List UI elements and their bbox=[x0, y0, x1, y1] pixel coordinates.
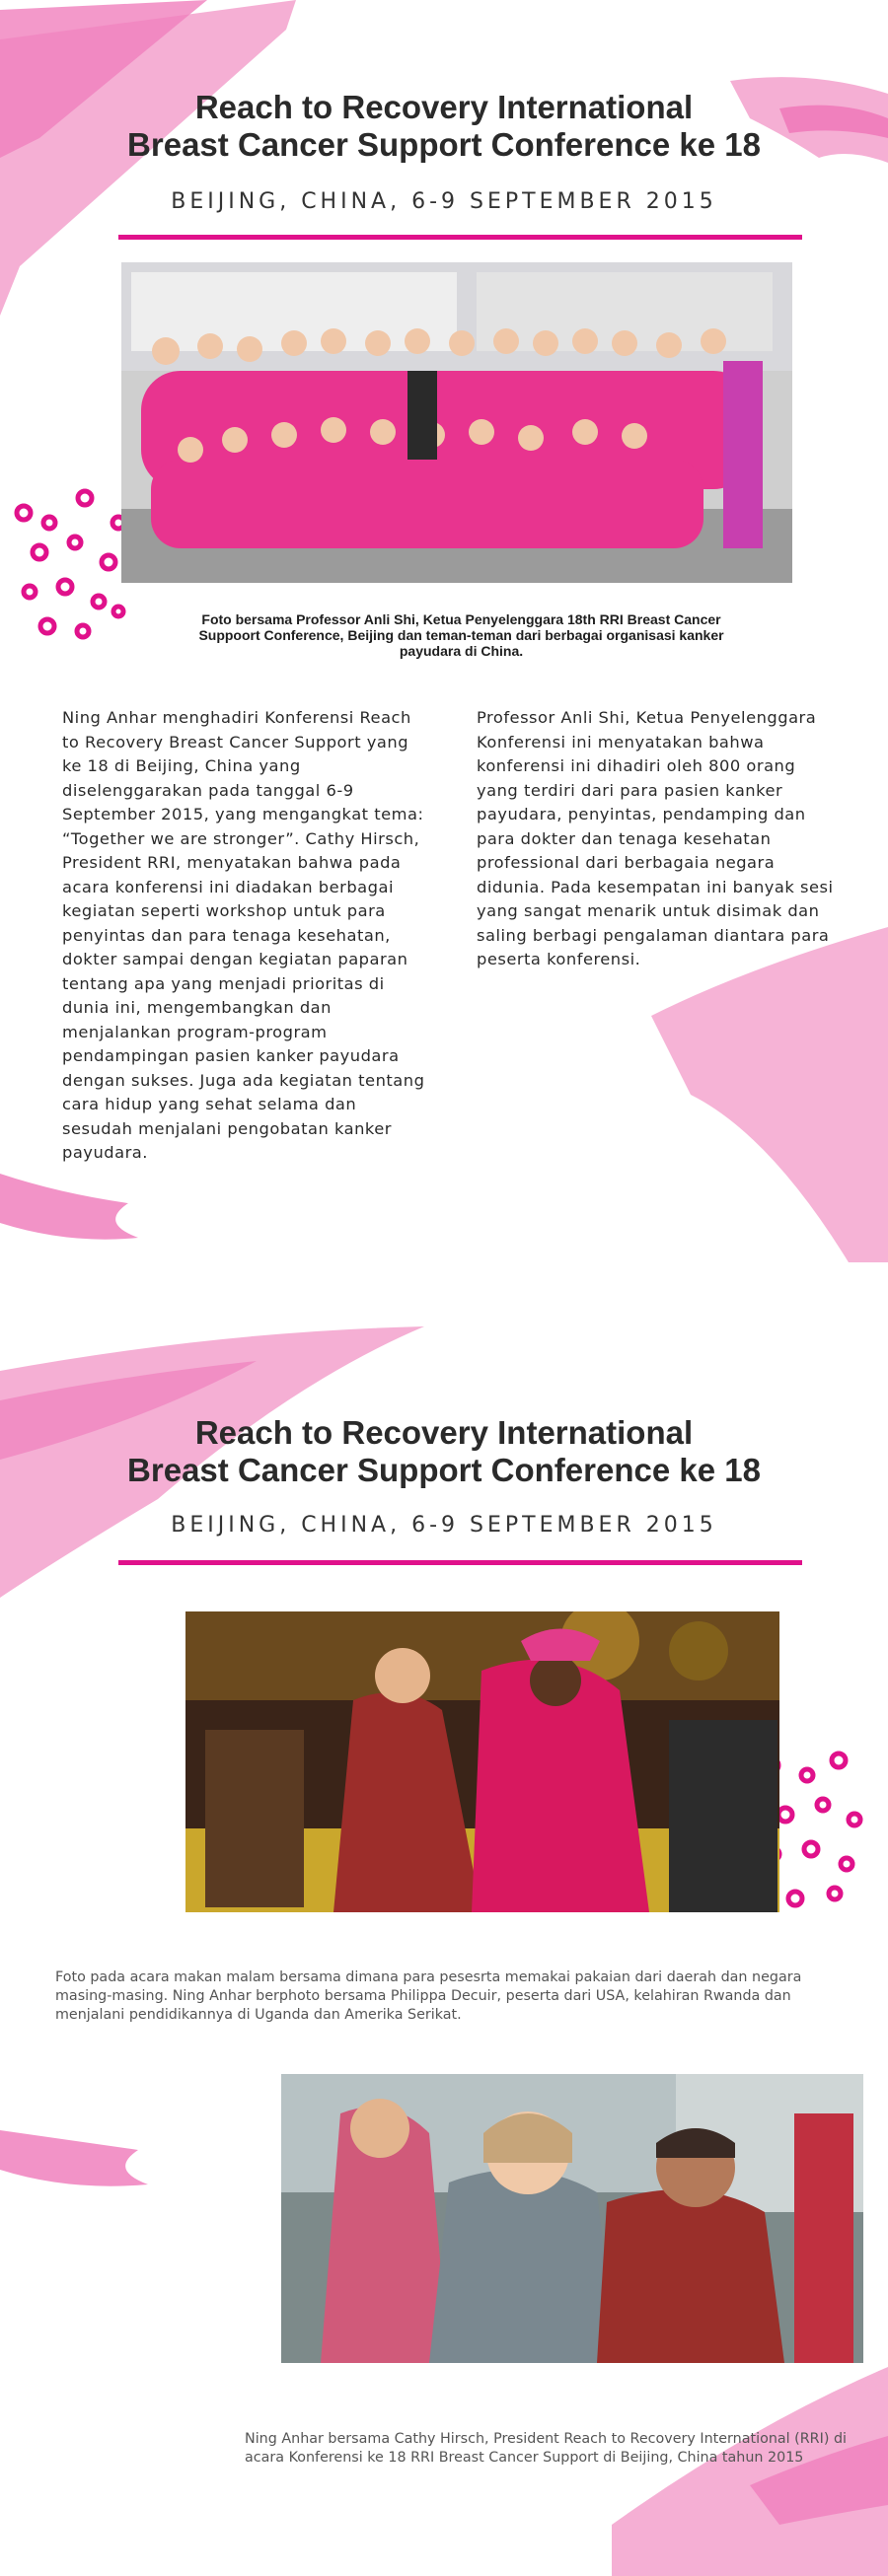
title-line-2: Breast Cancer Support Conference ke 18 bbox=[127, 126, 761, 163]
cathy-hirsch-photo-caption: Ning Anhar bersama Cathy Hirsch, President Reach to Recovery International (RRI) di acara Konferensi ke 18 RRI Breast Cancer Support di Beijing, China tahun 2015 bbox=[245, 2431, 848, 2466]
article-column-right: Professor Anli Shi, Ketua Penyelenggara Konferensi ini menyatakan bahwa konferensi ini dihadiri oleh 800 orang yang terdiri dari para pasien kanker payudara, penyintas, pendamping dan para dokter dan tenaga kesehatan professional dari berbagaia negara didunia. Pada kesempatan ini banyak sesi yang sangat menarik untuk disimak dan saling berbagi pengalaman diantara para peserta konferensi. bbox=[477, 708, 834, 968]
event-subtitle: BEIJING, CHINA, 6-9 SEPTEMBER 2015 bbox=[171, 1513, 717, 1538]
title-line-2: Breast Cancer Support Conference ke 18 bbox=[127, 1452, 761, 1488]
group-photo-caption: Foto bersama Professor Anli Shi, Ketua Penyelenggara 18th RRI Breast Cancer Suppoort Conference, Beijing dan teman-teman dari berbagai organisasi kanker payudara di China. bbox=[198, 611, 724, 659]
event-subtitle: BEIJING, CHINA, 6-9 SEPTEMBER 2015 bbox=[171, 189, 717, 214]
accent-divider bbox=[118, 235, 802, 240]
title-line-1: Reach to Recovery International bbox=[194, 89, 694, 125]
accent-divider bbox=[118, 1560, 802, 1565]
title-line-1: Reach to Recovery International bbox=[194, 1414, 694, 1451]
article-column-left: Ning Anhar menghadiri Konferensi Reach to Recovery Breast Cancer Support yang ke 18 di Beijing, China yang diselenggarakan pada tanggal 6-9 September 2015, yang mengangkat tema: “Together we are stronger”. Cathy Hirsch, President RRI, menyatakan bahwa pada acara konferensi ini diadakan berbagai kegiatan seperti workshop untuk para penyintas dan para tenaga kesehatan, dokter sampai dengan kegiatan paparan tentang apa yang menjadi prioritas di dunia ini, mengembangkan dan menjalankan program-program pendampingan pasien kanker payudara dengan sukses. Juga ada kegiatan tentang cara hidup yang sehat selama dan sesudah menjalani pengobatan kanker payudara. bbox=[62, 708, 425, 1162]
dinner-photo-caption: Foto pada acara makan malam bersama dimana para pesesrta memakai pakaian dari daerah dan negara masing-masing. Ning Anhar berphoto bersama Philippa Decuir, peserta dari USA, kelahiran Rwanda dan menjalani pendidikannya di Uganda dan Amerika Serikat. bbox=[55, 1969, 802, 2023]
page-2 bbox=[0, 1288, 888, 2576]
group-photo bbox=[121, 262, 792, 583]
dinner-photo bbox=[185, 1611, 779, 1912]
page-title bbox=[0, 1414, 888, 1489]
cathy-hirsch-photo bbox=[281, 2074, 863, 2363]
page-title bbox=[0, 89, 888, 164]
